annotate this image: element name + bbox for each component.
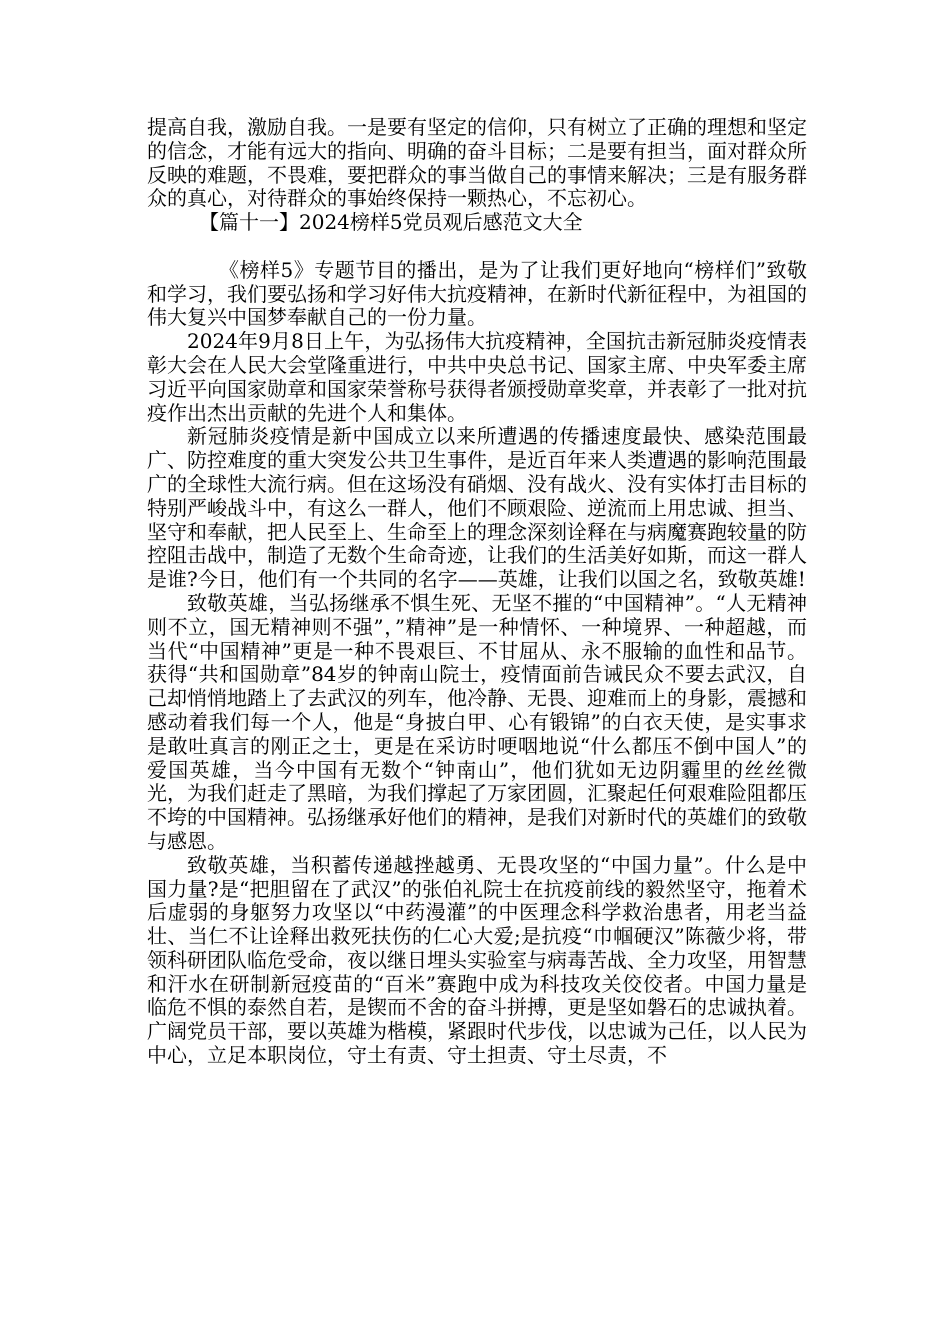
blank-line	[147, 235, 807, 259]
body-paragraph-1: 《榜样5》专题节目的播出，是为了让我们更好地向“榜样们”致敬和学习，我们要弘扬和学习好伟大抗疫精神，在新时代新征程中，为祖国的伟大复兴中国梦奉献自己的一份力量。	[147, 257, 807, 330]
section-heading: 【篇十一】2024榜样5党员观后感范文大全	[199, 210, 583, 235]
body-paragraph-2: 2024年9月8日上午，为弘扬伟大抗疫精神，全国抗击新冠肺炎疫情表彰大会在人民大会堂隆重进行，中共中央总书记、国家主席、中央军委主席习近平向国家勋章和国家荣誉称号获得者颁授勋章奖章，并表彰了一批对抗疫作出杰出贡献的先进个人和集体。	[147, 329, 807, 425]
body-paragraph-5: 致敬英雄，当积蓄传递越挫越勇、无畏攻坚的“中国力量”。什么是中国力量?是“把胆留在了武汉”的张伯礼院士在抗疫前线的毅然坚守，拖着术后虚弱的身躯努力攻坚以“中药漫灌”的中医理念科学救治患者，用老当益壮、当仁不让诠释出救死扶伤的仁心大爱;是抗疫“巾帼硬汉”陈薇少将，带领科研团队临危受命，夜以继日埋头实验室与病毒苦战、全力攻坚，用智慧和汗水在研制新冠疫苗的“百米”赛跑中成为科技攻关佼佼者。中国力量是临危不惧的泰然自若，是锲而不舍的奋斗拼搏，更是坚如磐石的忠诚执着。广阔党员干部，要以英雄为楷模，紧跟时代步伐，以忠诚为己任，以人民为中心，立足本职岗位，守土有责、守土担责、守土尽责，不	[147, 852, 807, 1068]
document-page	[147, 116, 807, 1068]
body-paragraph-3: 新冠肺炎疫情是新中国成立以来所遭遇的传播速度最快、感染范围最广、防控难度的重大突发公共卫生事件，是近百年来人类遭遇的影响范围最广的全球性大流行病。但在这场没有硝烟、没有战火、没有实体打击目标的特别严峻战斗中，有这么一群人，他们不顾艰险、逆流而上用忠诚、担当、坚守和奉献，把人民至上、生命至上的理念深刻诠释在与病魔赛跑较量的防控阻击战中，制造了无数个生命奇迹，让我们的生活美好如斯，而这一群人是谁?今日，他们有一个共同的名字——英雄，让我们以国之名，致敬英雄!	[147, 424, 807, 592]
body-paragraph-4: 致敬英雄，当弘扬继承不惧生死、无坚不摧的“中国精神”。“人无精神则不立，国无精神则不强”，”精神”是一种情怀、一种境界、一种超越，而当代“中国精神”更是一种不畏艰巨、不甘屈从、永不服输的血性和品节。获得“共和国勋章”84岁的钟南山院士，疫情面前告诫民众不要去武汉，自己却悄悄地踏上了去武汉的列车，他冷静、无畏、迎难而上的身影，震撼和感动着我们每一个人，他是“身披白甲、心有锻锦”的白衣天使，是实事求是敢吐真言的刚正之士，更是在采访时哽咽地说“什么都压不倒中国人”的爱国英雄，当今中国有无数个“钟南山”，他们犹如无边阴霾里的丝丝微光，为我们赶走了黑暗，为我们撑起了万家团圆，汇聚起任何艰难险阻都压不垮的中国精神。弘扬继承好他们的精神，是我们对新时代的英雄们的致敬与感恩。	[147, 590, 807, 853]
continued-paragraph: 提高自我，激励自我。一是要有坚定的信仰，只有树立了正确的理想和坚定的信念，才能有远大的指向、明确的奋斗目标；二是要有担当，面对群众所反映的难题，不畏难，要把群众的事当做自己的事情来解决；三是有服务群众的真心，对待群众的事始终保持一颗热心，不忘初心。	[147, 115, 807, 211]
